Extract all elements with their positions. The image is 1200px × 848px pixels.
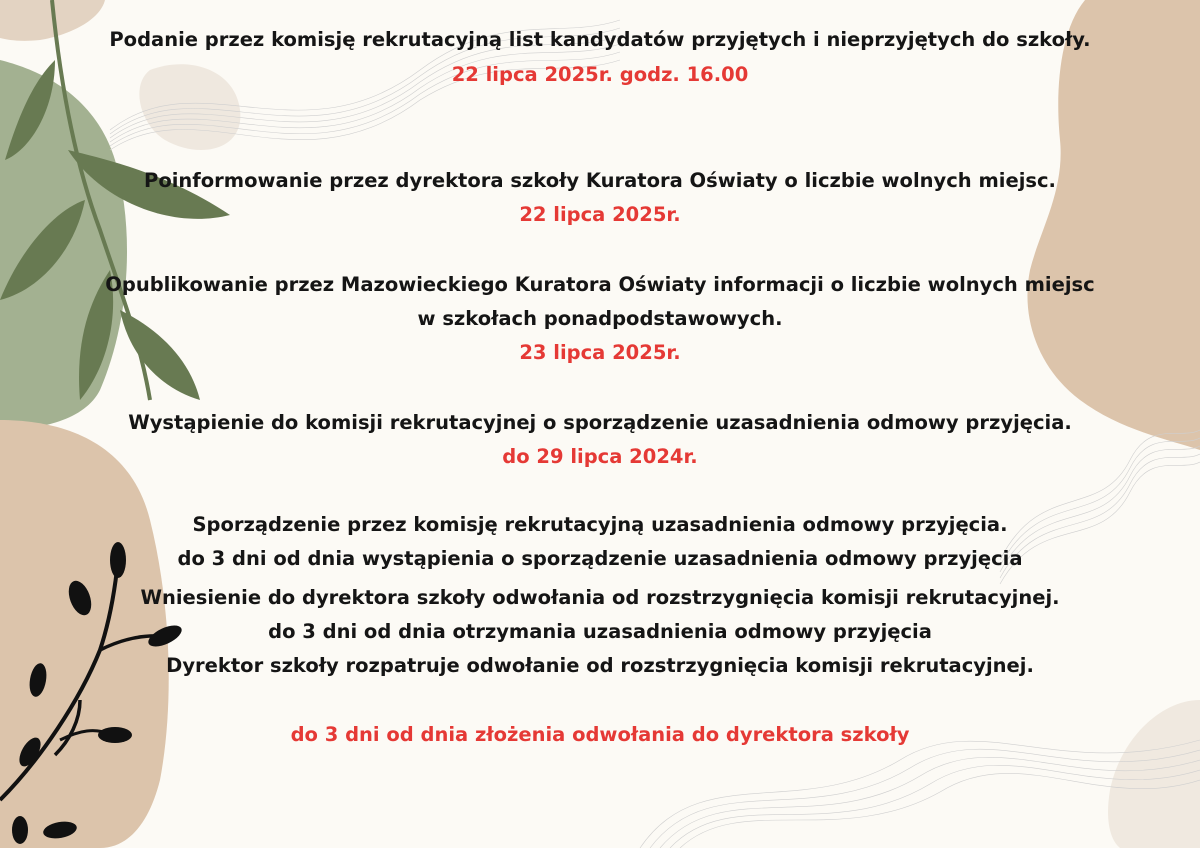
item-2-date: 22 lipca 2025r.	[519, 203, 681, 226]
item-4-date: do 29 lipca 2024r.	[502, 445, 698, 468]
item-3-text-line-2: w szkołach ponadpodstawowych.	[417, 307, 783, 330]
item-2-text: Poinformowanie przez dyrektora szkoły Kuratora Oświaty o liczbie wolnych miejsc.	[144, 169, 1056, 192]
item-5-text-line-5: Dyrektor szkoły rozpatruje odwołanie od rozstrzygnięcia komisji rekrutacyjnej.	[166, 654, 1034, 677]
item-5-date: do 3 dni od dnia złożenia odwołania do dyrektora szkoły	[290, 723, 910, 746]
item-1-text: Podanie przez komisję rekrutacyjną list kandydatów przyjętych i nieprzyjętych do szkoły.	[109, 28, 1091, 51]
item-4-text: Wystąpienie do komisji rekrutacyjnej o sporządzenie uzasadnienia odmowy przyjęcia.	[128, 411, 1072, 434]
item-5-text-line-1: Sporządzenie przez komisję rekrutacyjną uzasadnienia odmowy przyjęcia.	[192, 513, 1008, 536]
item-3-date: 23 lipca 2025r.	[519, 341, 681, 364]
item-3-text-line-1: Opublikowanie przez Mazowieckiego Kuratora Oświaty informacji o liczbie wolnych miejsc	[105, 273, 1095, 296]
item-5-text-line-3: Wniesienie do dyrektora szkoły odwołania od rozstrzygnięcia komisji rekrutacyjnej.	[140, 586, 1060, 609]
item-5-text-line-4: do 3 dni od dnia otrzymania uzasadnienia odmowy przyjęcia	[268, 620, 932, 643]
item-1-date: 22 lipca 2025r. godz. 16.00	[451, 63, 749, 86]
item-5-text-line-2: do 3 dni od dnia wystąpienia o sporządzenie uzasadnienia odmowy przyjęcia	[177, 547, 1023, 570]
